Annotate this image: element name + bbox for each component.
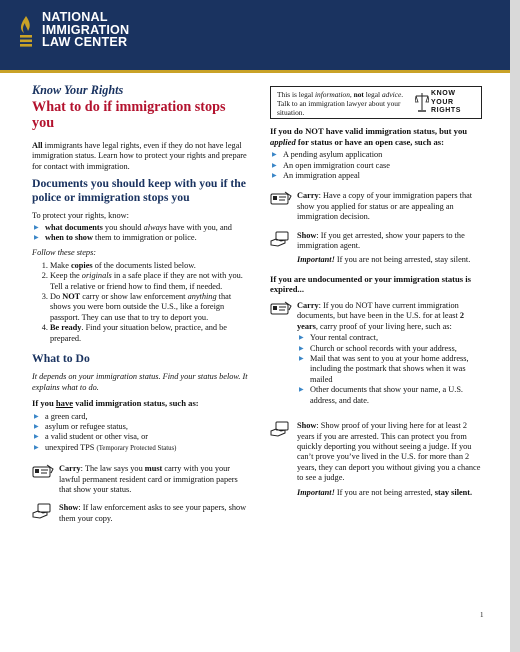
carry2-row xyxy=(270,191,482,222)
carry3-row xyxy=(270,301,482,411)
page-number: 1 xyxy=(480,611,484,619)
not-valid-heading: If you do NOT have valid immigration status, but you applied for status or have an open case, such as: xyxy=(270,126,468,147)
step-item: 3. Do NOT carry or show law enforcement anything that shows you were born outside the U.S., like a foreign passport. They can use that to try to deport you. xyxy=(50,292,248,323)
documents-heading: Documents you should keep with you if the police or immigration stops you xyxy=(32,177,246,205)
flame-logo-icon xyxy=(18,14,34,50)
org-name-line3: LAW CENTER xyxy=(42,35,128,49)
step-item: 1. Make copies of the documents listed below. xyxy=(50,261,248,271)
know-your-rights-badge xyxy=(415,90,475,116)
id-card-icon xyxy=(270,301,292,315)
not-valid-list xyxy=(270,150,482,181)
kyr-word: YOUR xyxy=(431,98,454,106)
step-item: 4. Be ready. Find your situation below, practice, and be prepared. xyxy=(50,323,248,344)
undocumented-heading: If you are undocumented or your immigration status is expired... xyxy=(270,273,472,295)
list-item: ▶ An immigration appeal xyxy=(270,171,482,181)
org-name-line1: NATIONAL xyxy=(42,10,108,24)
show3-row xyxy=(270,421,482,498)
legal-info-text: This is legal information, not legal advice. Talk to an immigration lawyer about your situation. xyxy=(277,90,404,118)
steps-list xyxy=(32,261,248,344)
list-item: ▶ A pending asylum application xyxy=(270,150,482,160)
list-item: ▶ Mail that was sent to you at your home address, including the postmark that shows when it was mailed xyxy=(297,354,482,385)
show3-text: Show: Show proof of your living here for at least 2 years if you are arrested. This can protect you from quickly deporting you without seeing a judge. If you can’t prove you’ve lived in the U.S. for more than 2 years, they can deport you without giving you a chance to see a judge. Important! If you are not being arrested, stay silent. xyxy=(297,421,481,497)
know-list xyxy=(32,223,248,244)
left-column xyxy=(32,84,248,532)
carry3-text: Carry: If you do NOT have current immigration documents, but have been in the U.S. for at least 2 years, carry proof of your living here, such as: ▶ Your rental contract, ▶ Church or school records with your address, ▶ Mail that was sent to you at your home address, including the postmark that shows when it was mailed ▶ Other documents that show your name, a U.S. address, and date. xyxy=(297,301,482,411)
kyr-words xyxy=(431,90,461,116)
what-to-do-intro: It depends on your immigration status. Find your status below. It explains what to do. xyxy=(32,372,248,392)
list-item: ▶ a green card, xyxy=(32,412,248,422)
protect-lead: To protect your rights, know: xyxy=(32,211,129,221)
carry2-text: Carry: Have a copy of your immigration papers that show you applied for status or are appealing an immigration decision. xyxy=(297,191,473,222)
show2-row xyxy=(270,231,482,266)
list-item: ▶ Other documents that show your name, a U.S. address, and date. xyxy=(297,385,482,406)
proof-list xyxy=(297,333,482,406)
list-item: ▶ what documents you should always have with you, and xyxy=(32,223,248,233)
what-to-do-heading: What to Do xyxy=(32,352,90,366)
intro-paragraph: All immigrants have legal rights, even if they do not have legal immigration status. Learn how to protect your rights and prepare for contact with immigration. xyxy=(32,141,247,171)
id-card-icon xyxy=(270,191,292,205)
id-card-icon xyxy=(32,464,54,478)
carry-text: Carry: The law says you must carry with you your lawful permanent resident card or immigration papers that show your status. xyxy=(59,464,238,494)
org-logo-text xyxy=(42,11,129,49)
kicker-heading: Know Your Rights xyxy=(32,83,124,97)
valid-status-list xyxy=(32,412,248,455)
right-column xyxy=(270,86,482,506)
show-text: Show: If law enforcement asks to see your papers, show them your copy. xyxy=(59,503,247,523)
list-item: ▶ Your rental contract, xyxy=(297,333,482,343)
header-banner xyxy=(0,0,510,73)
list-item: ▶ asylum or refugee status, xyxy=(32,422,248,432)
show-row xyxy=(32,503,248,524)
carry-row xyxy=(32,464,248,495)
page-title: What to do if immigration stops you xyxy=(32,99,226,131)
valid-status-heading: If you have valid immigration status, such as: xyxy=(32,397,199,408)
list-item: ▶ a valid student or other visa, or xyxy=(32,432,248,442)
kyr-word: KNOW xyxy=(431,90,456,97)
org-name-line2: IMMIGRATION xyxy=(42,22,130,37)
steps-lead: Follow these steps: xyxy=(32,248,97,258)
scales-of-justice-icon xyxy=(415,92,429,112)
hand-card-icon xyxy=(270,231,292,245)
hand-card-icon xyxy=(270,421,292,435)
kyr-word: RIGHTS xyxy=(431,107,462,114)
list-item: ▶ when to show them to immigration or police. xyxy=(32,233,248,243)
list-item: ▶ unexpired TPS (Temporary Protected Status) xyxy=(32,443,248,454)
show2-text: Show: If you get arrested, show your papers to the immigration agent. Important! If you are not being arrested, stay silent. xyxy=(297,230,471,265)
hand-card-icon xyxy=(32,503,54,517)
list-item: ▶ Church or school records with your address, xyxy=(297,344,482,354)
step-item: 2. Keep the originals in a safe place if they are not with you. Tell a relative or friend how to find them, if needed. xyxy=(50,271,248,292)
list-item: ▶ An open immigration court case xyxy=(270,161,482,171)
legal-info-box xyxy=(270,86,482,119)
